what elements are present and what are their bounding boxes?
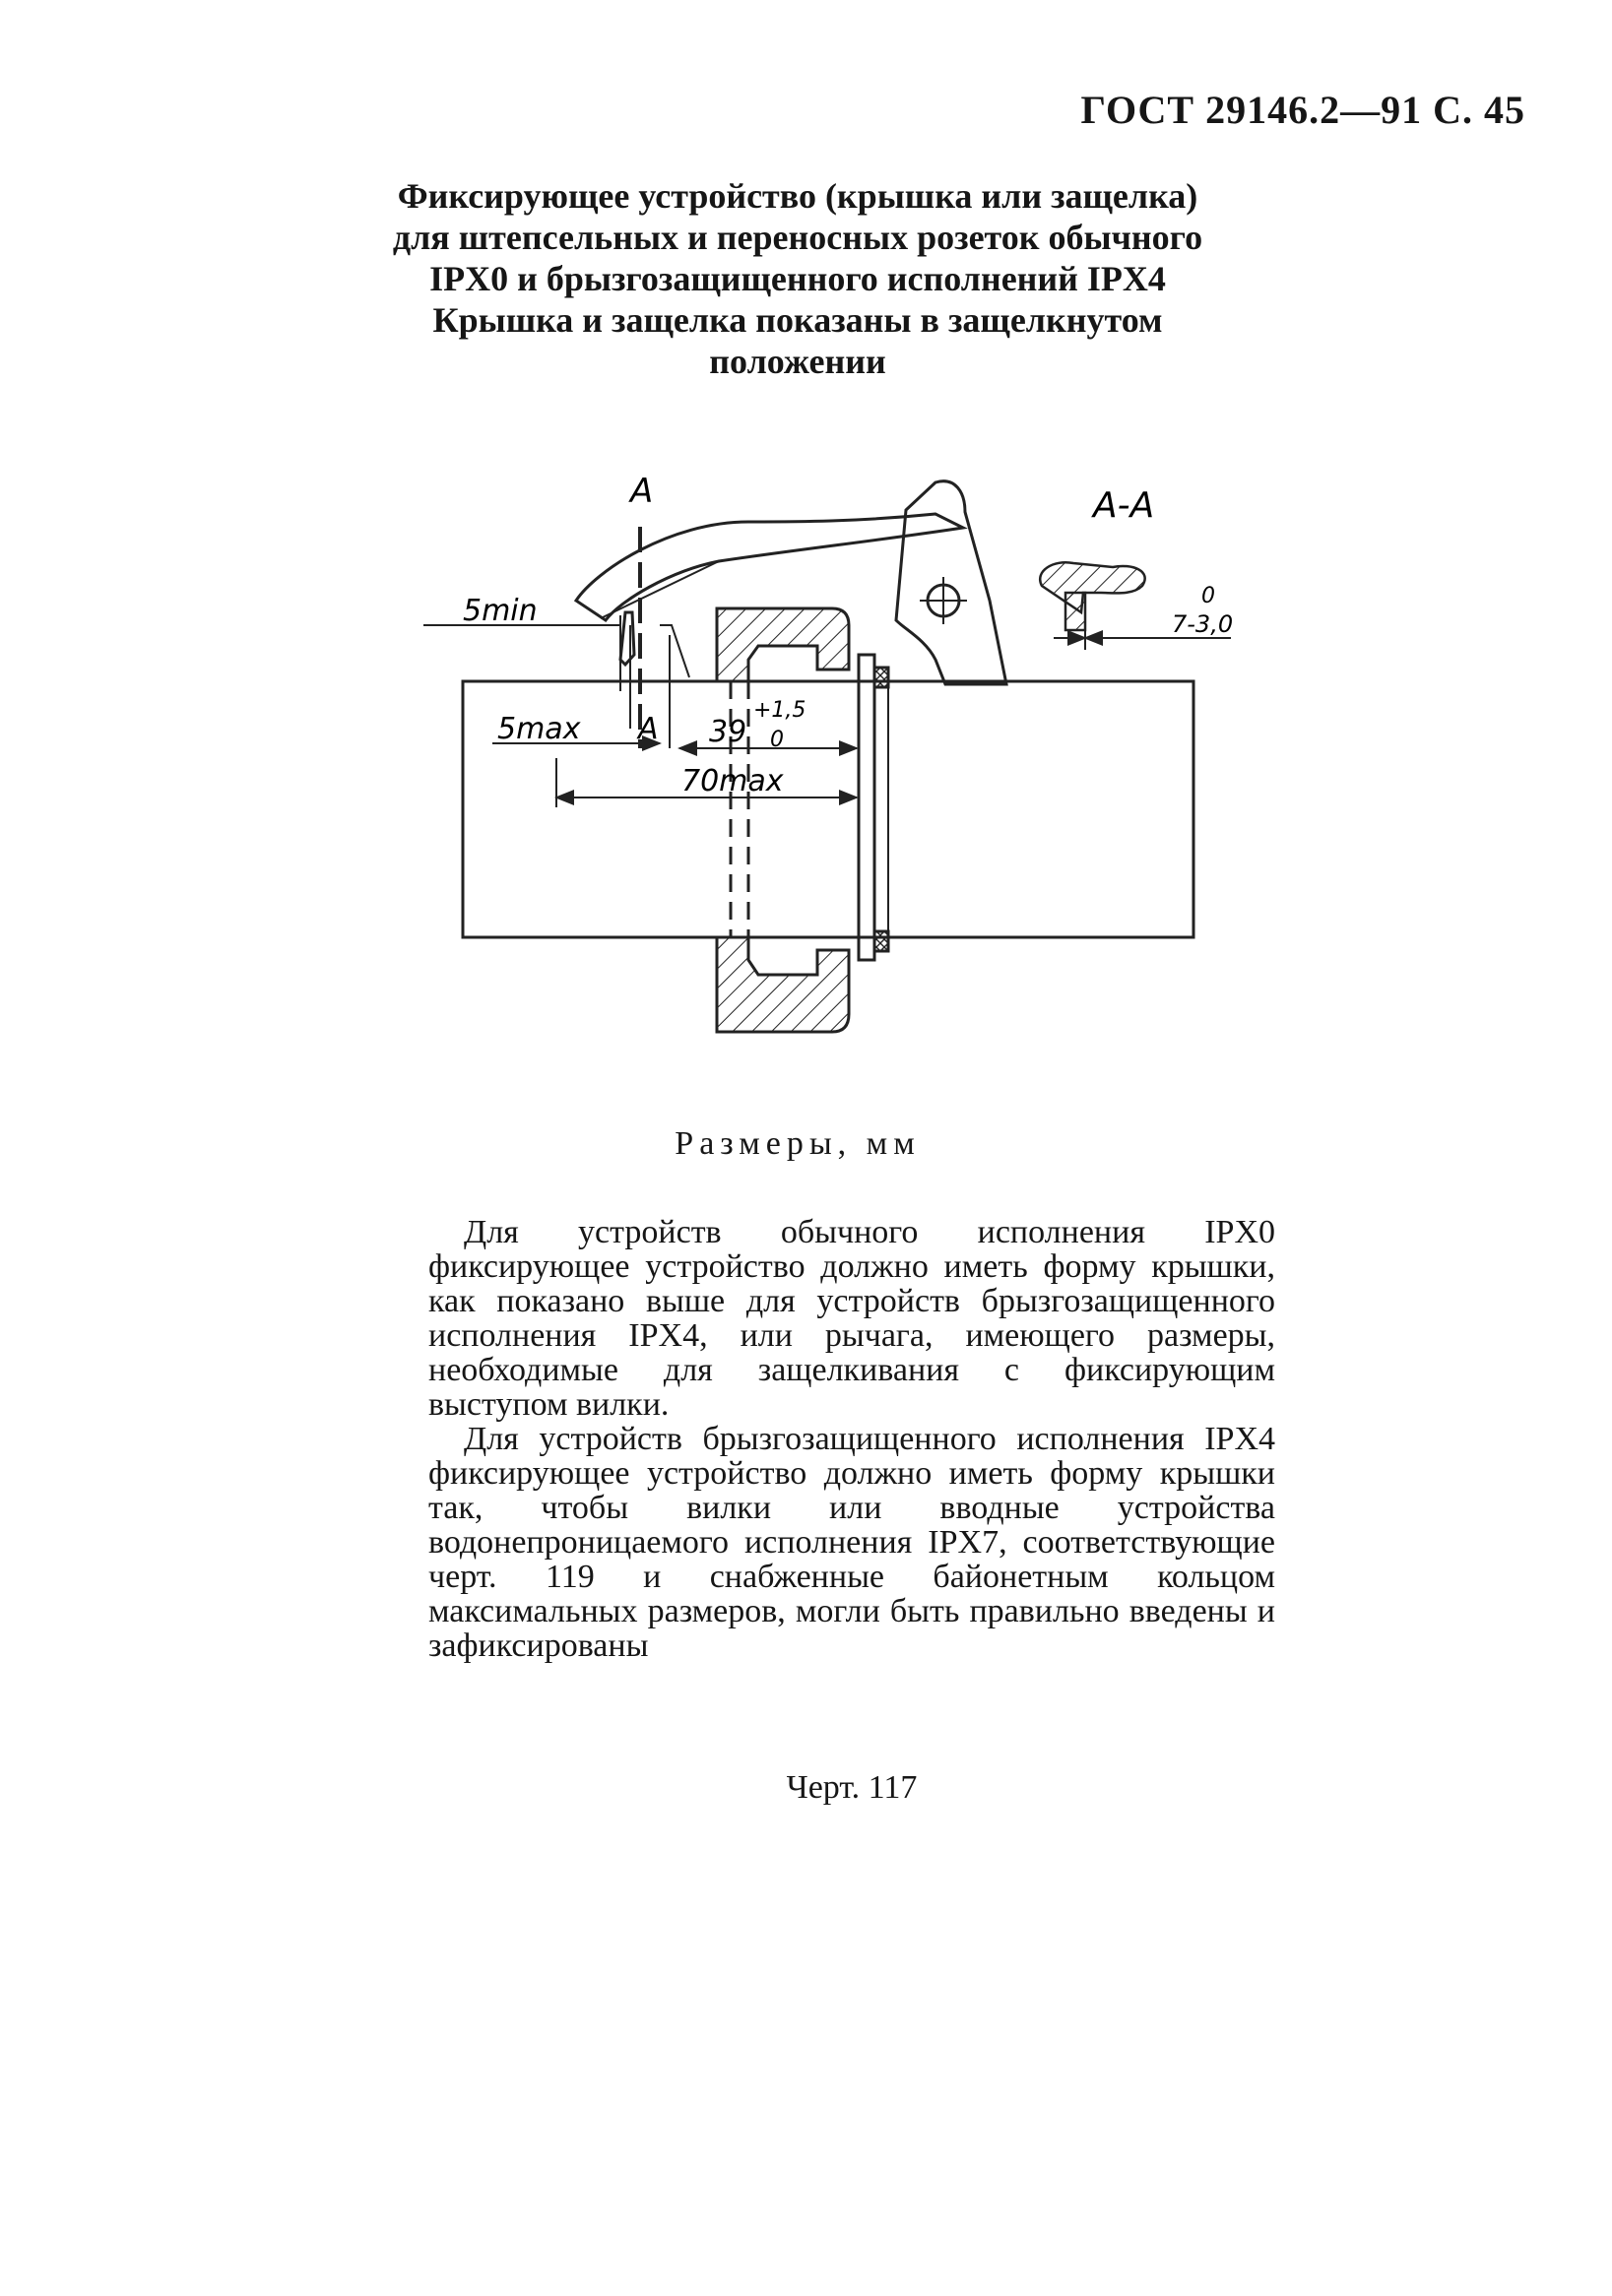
dim-70max-label: 70max <box>681 764 784 798</box>
paragraph: Для устройств обычного исполнения IPX0 фиксирующее устройство должно иметь форму крышки, как показано выше для устройств брызгозащищенного исполнения IPX4, или рычага, имеющего размеры, необходимые для защелкивания с фиксирующим выступом вилки. <box>428 1214 1275 1423</box>
body-text <box>428 1215 1275 1663</box>
dim-39-tol-lower: 0 <box>770 728 784 752</box>
title-line: для штепсельных и переносных розеток обычного <box>392 218 1203 257</box>
dim-7-label: 7-3,0 <box>1172 610 1234 638</box>
lid-hinge-arm <box>896 481 1006 684</box>
dim-5min-label: 5min <box>463 594 538 628</box>
technical-drawing <box>423 463 1280 1063</box>
bayonet-ring-upper <box>717 608 849 681</box>
title-line: положении <box>709 342 886 381</box>
section-aa-label: A-A <box>1093 485 1155 526</box>
bayonet-ring-lower <box>717 937 849 1032</box>
section-detail <box>1040 562 1144 612</box>
title-line: Фиксирующее устройство (крышка или защелка) <box>397 176 1198 216</box>
title-line: Крышка и защелка показаны в защелкнутом <box>432 300 1163 340</box>
units-label: Размеры, мм <box>675 1125 921 1162</box>
dim-39-tol-upper: +1,5 <box>753 698 806 723</box>
face-gasket <box>859 655 874 960</box>
dim-a-label: A <box>638 712 659 746</box>
dim-5max-label: 5max <box>497 712 581 746</box>
section-mark-label: A <box>630 472 654 511</box>
dim-7-upper: 0 <box>1201 584 1215 608</box>
dim-39-label: 39 <box>709 715 747 749</box>
paragraph: Для устройств брызгозащищенного исполнения IPX4 фиксирующее устройство должно иметь форму крышки так, чтобы вилки или вводные устройства водонепроницаемого исполнения IPX7, соответствующие черт. 119 и снабженные байонетным кольцом максимальных размеров, могли быть правильно введены и зафиксированы <box>428 1421 1275 1664</box>
latch-hook <box>620 612 634 665</box>
figure-caption: Черт. 117 <box>786 1769 918 1806</box>
page-header: ГОСТ 29146.2—91 С. 45 <box>1080 88 1525 132</box>
figure-title <box>364 175 1231 382</box>
title-line: IPX0 и брызгозащищенного исполнений IPX4 <box>429 259 1166 298</box>
